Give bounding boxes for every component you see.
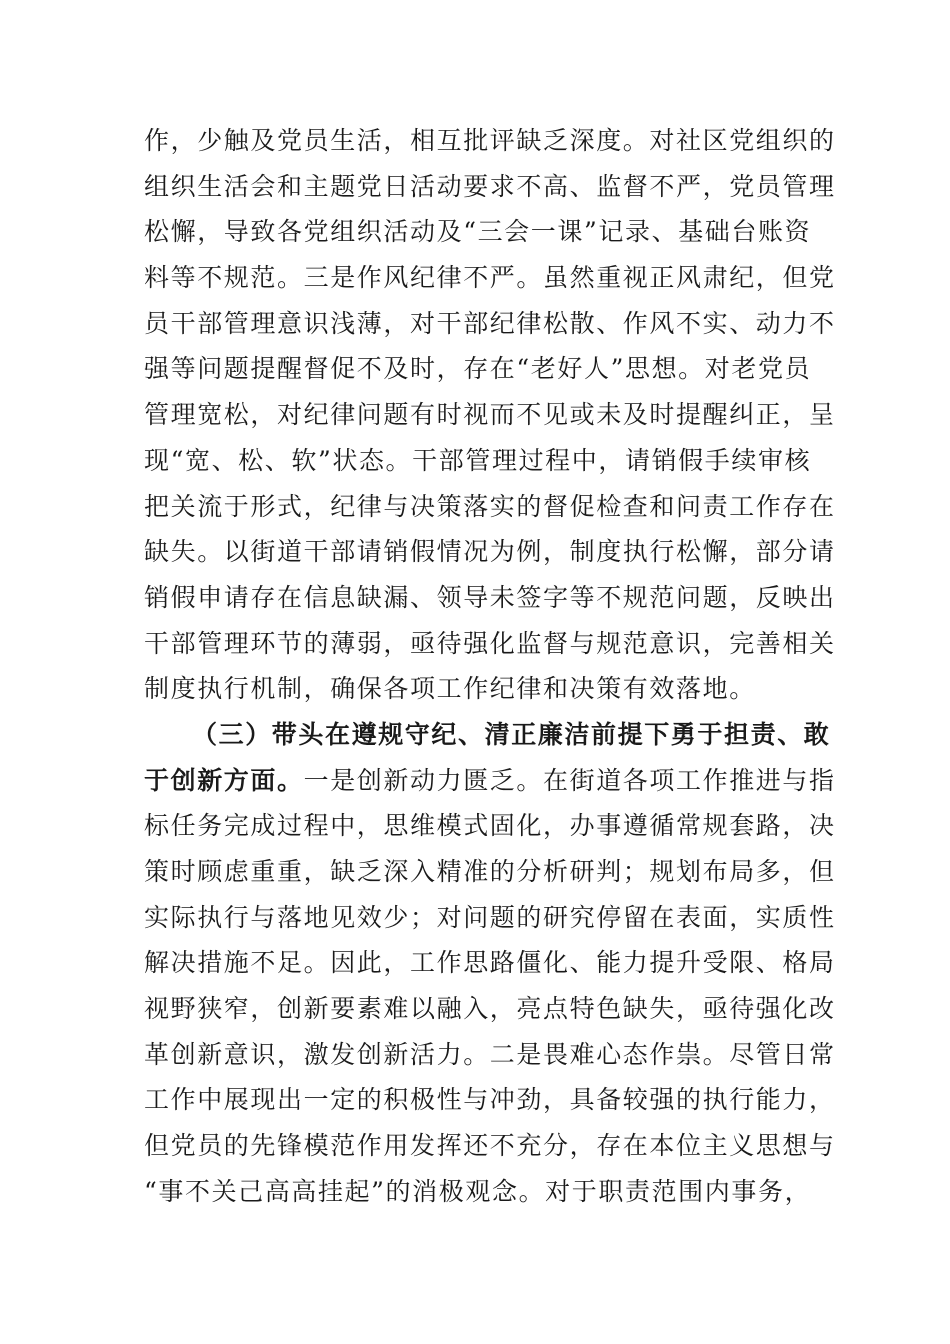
section-text: 一是创新动力匮乏。在街道各项工作推进与指 xyxy=(303,765,836,795)
text-line: 员干部管理意识浅薄，对干部纪律松散、作风不实、动力不 xyxy=(144,308,836,338)
section-heading-bold: 于创新方面。 xyxy=(144,765,304,795)
text-line: 强等问题提醒督促不及时，存在“老好人”思想。对老党员 xyxy=(144,354,812,384)
text-line: 组织生活会和主题党日活动要求不高、监督不严，党员管理 xyxy=(144,171,836,201)
text-line: 把关流于形式，纪律与决策落实的督促检查和问责工作存在 xyxy=(144,491,836,521)
text-line: 作，少触及党员生活，相互批评缺乏深度。对社区党组织的 xyxy=(144,126,836,155)
text-line: 料等不规范。三是作风纪律不严。虽然重视正风肃纪，但党 xyxy=(144,263,836,293)
text-line: 管理宽松，对纪律问题有时视而不见或未及时提醒纠正，呈 xyxy=(144,400,836,430)
text-line: 松懈，导致各党组织活动及“三会一课”记录、基础台账资 xyxy=(144,217,812,247)
text-line: 策时顾虑重重，缺乏深入精准的分析研判；规划布局多，但 xyxy=(144,857,836,886)
text-line: 实际执行与落地见效少；对问题的研究停留在表面，实质性 xyxy=(144,902,836,932)
text-line: 缺失。以街道干部请销假情况为例，制度执行松懈，部分请 xyxy=(144,537,836,567)
document-body xyxy=(144,118,836,1215)
section-heading: （三）带头在遵规守纪、清正廉洁前提下勇于担责、敢 xyxy=(192,719,831,749)
text-line: 工作中展现出一定的积极性与冲劲，具备较强的执行能力， xyxy=(144,1085,836,1115)
text-line: 视野狭窄，创新要素难以融入，亮点特色缺失，亟待强化改 xyxy=(144,994,836,1024)
text-line: 制度执行机制，确保各项工作纪律和决策有效落地。 xyxy=(144,674,756,704)
text-line: 现“宽、松、软”状态。干部管理过程中，请销假手续审核 xyxy=(144,445,812,475)
text-line: 标任务完成过程中，思维模式固化，办事遵循常规套路，决 xyxy=(144,811,836,841)
text-line: 但党员的先锋模范作用发挥还不充分，存在本位主义思想与 xyxy=(144,1131,836,1161)
text-line: 销假申请存在信息缺漏、领导未签字等不规范问题，反映出 xyxy=(144,582,836,612)
text-line: 干部管理环节的薄弱，亟待强化监督与规范意识，完善相关 xyxy=(144,628,836,658)
text-line: 解决措施不足。因此，工作思路僵化、能力提升受限、格局 xyxy=(144,948,836,978)
text-line: “事不关己高高挂起”的消极观念。对于职责范围内事务， xyxy=(144,1176,812,1206)
text-line: 革创新意识，激发创新活力。二是畏难心态作祟。尽管日常 xyxy=(144,1039,836,1069)
section-heading-continuation xyxy=(144,758,836,804)
